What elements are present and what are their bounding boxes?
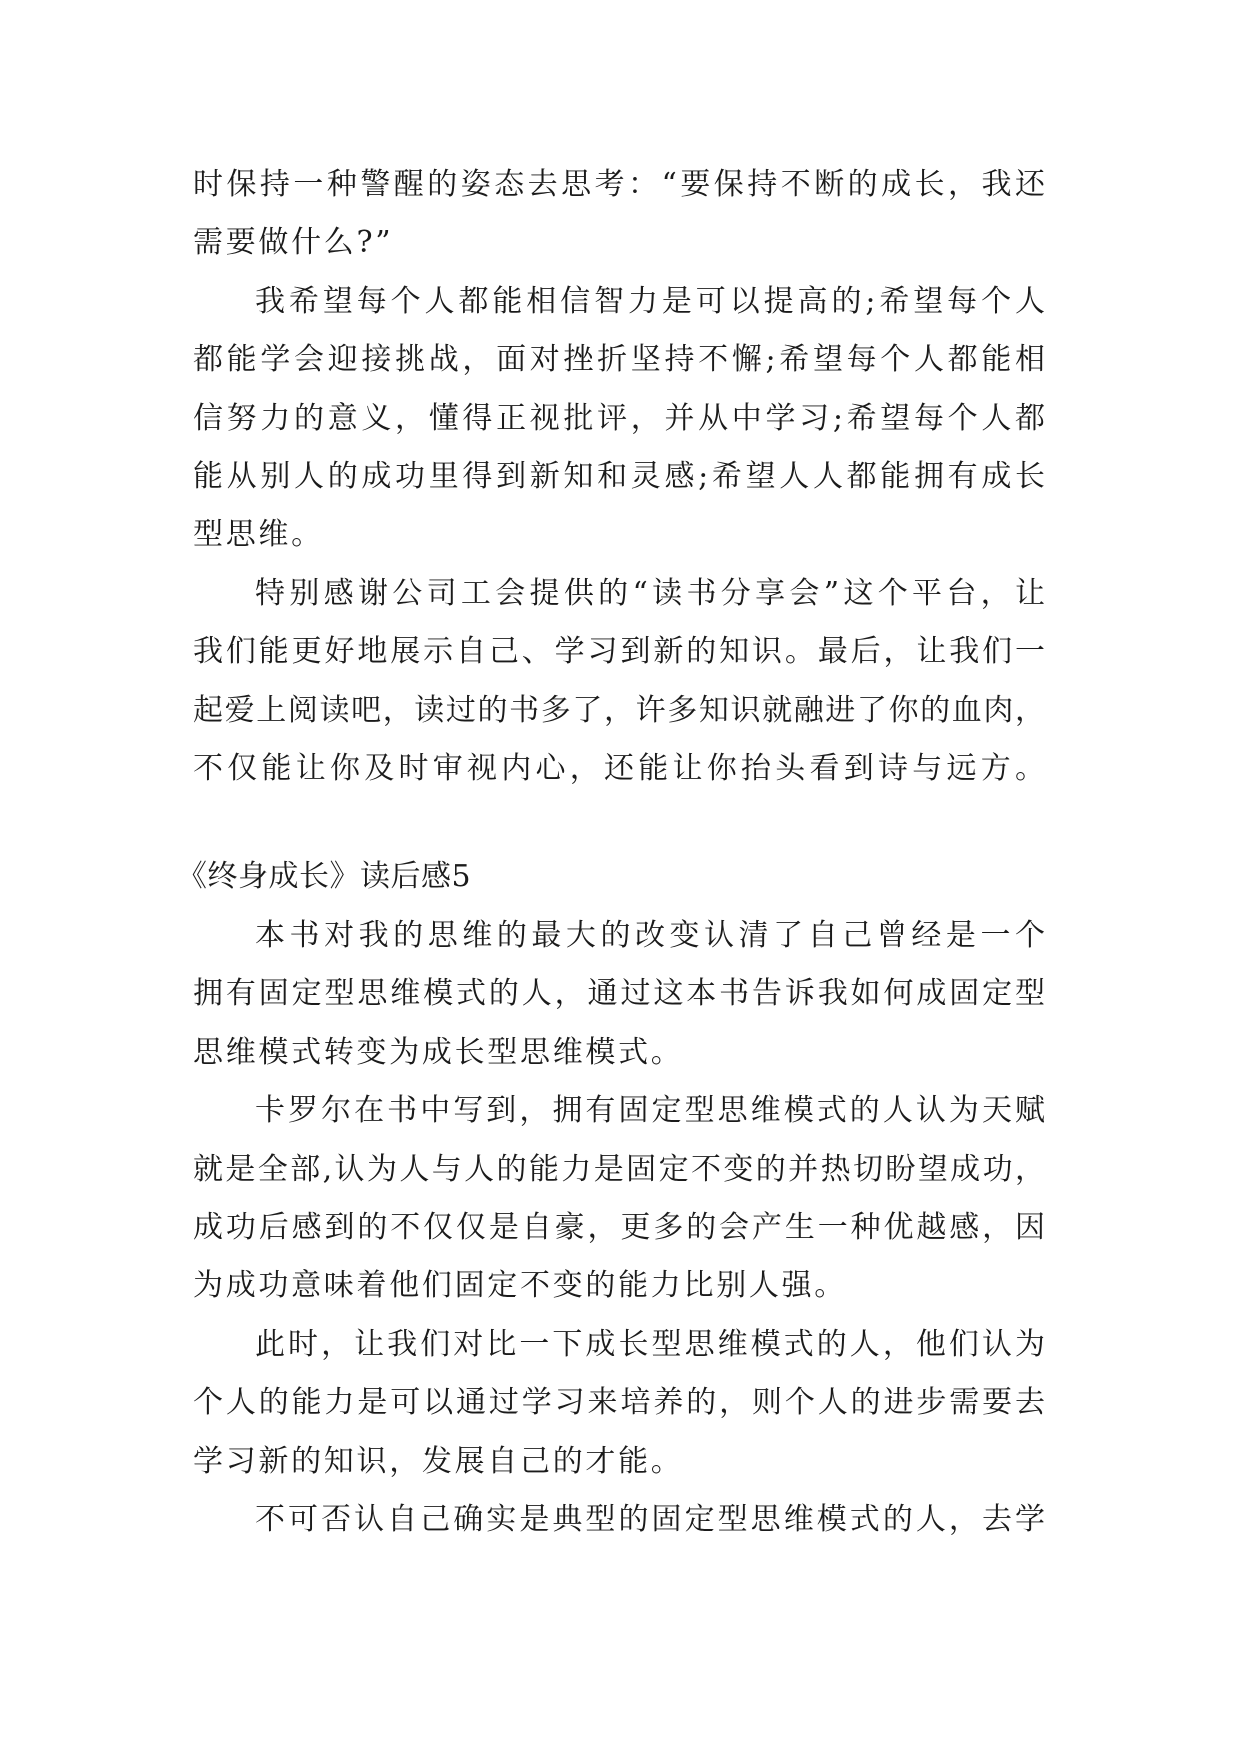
- text-line: 特别感谢公司工会提供的“读书分享会”这个平台，让: [255, 575, 1045, 611]
- text-line: 不仅能让你及时审视内心，还能让你抬头看到诗与远方。: [193, 750, 1045, 786]
- text-line: 能从别人的成功里得到新知和灵感;希望人人都能拥有成长: [193, 458, 1045, 494]
- text-line: 就是全部,认为人与人的能力是固定不变的并热切盼望成功，: [193, 1151, 1045, 1187]
- paragraph-carol: [193, 1082, 1045, 1316]
- text-line: 学习新的知识，发展自己的才能。: [193, 1443, 684, 1479]
- text-line: 信努力的意义，懂得正视批评，并从中学习;希望每个人都: [193, 400, 1045, 436]
- paragraph-hope: [193, 273, 1045, 565]
- paragraph-book: [193, 907, 1045, 1082]
- text-line: 我们能更好地展示自己、学习到新的知识。最后，让我们一: [193, 634, 1045, 670]
- text-line: 思维模式转变为成长型思维模式。: [193, 1034, 684, 1070]
- text-line: 型思维。: [193, 517, 324, 553]
- text-line: 都能学会迎接挑战，面对挫折坚持不懈;希望每个人都能相: [193, 342, 1045, 378]
- text-line: 不可否认自己确实是典型的固定型思维模式的人，去学: [255, 1501, 1045, 1537]
- text-line: 成功后感到的不仅仅是自豪，更多的会产生一种优越感，因: [193, 1209, 1045, 1245]
- text-line: 起爱上阅读吧，读过的书多了，许多知识就融进了你的血肉，: [193, 692, 1045, 728]
- paragraph-admit: [193, 1491, 1045, 1549]
- text-line: 时保持一种警醒的姿态去思考：“要保持不断的成长，我还: [193, 167, 1045, 202]
- paragraph-thanks: [193, 565, 1045, 799]
- paragraph-compare: [193, 1316, 1045, 1491]
- text-line: 本书对我的思维的最大的改变认清了自己曾经是一个: [255, 918, 1045, 953]
- paragraph-continuation: [193, 156, 1045, 273]
- text-line: 为成功意味着他们固定不变的能力比别人强。: [193, 1268, 847, 1304]
- text-line: 卡罗尔在书中写到，拥有固定型思维模式的人认为天赋: [255, 1093, 1045, 1129]
- text-line: 拥有固定型思维模式的人，通过这本书告诉我如何成固定型: [193, 976, 1045, 1012]
- text-line: 我希望每个人都能相信智力是可以提高的;希望每个人: [255, 283, 1045, 319]
- text-line: 需要做什么?”: [193, 225, 394, 261]
- document-section-previous: [193, 156, 1045, 798]
- text-line: 个人的能力是可以通过学习来培养的，则个人的进步需要去: [193, 1385, 1045, 1421]
- section-heading: 《终身成长》读后感5: [177, 859, 472, 894]
- text-line: 此时，让我们对比一下成长型思维模式的人，他们认为: [255, 1326, 1045, 1362]
- document-section-essay-5: [177, 847, 1045, 1549]
